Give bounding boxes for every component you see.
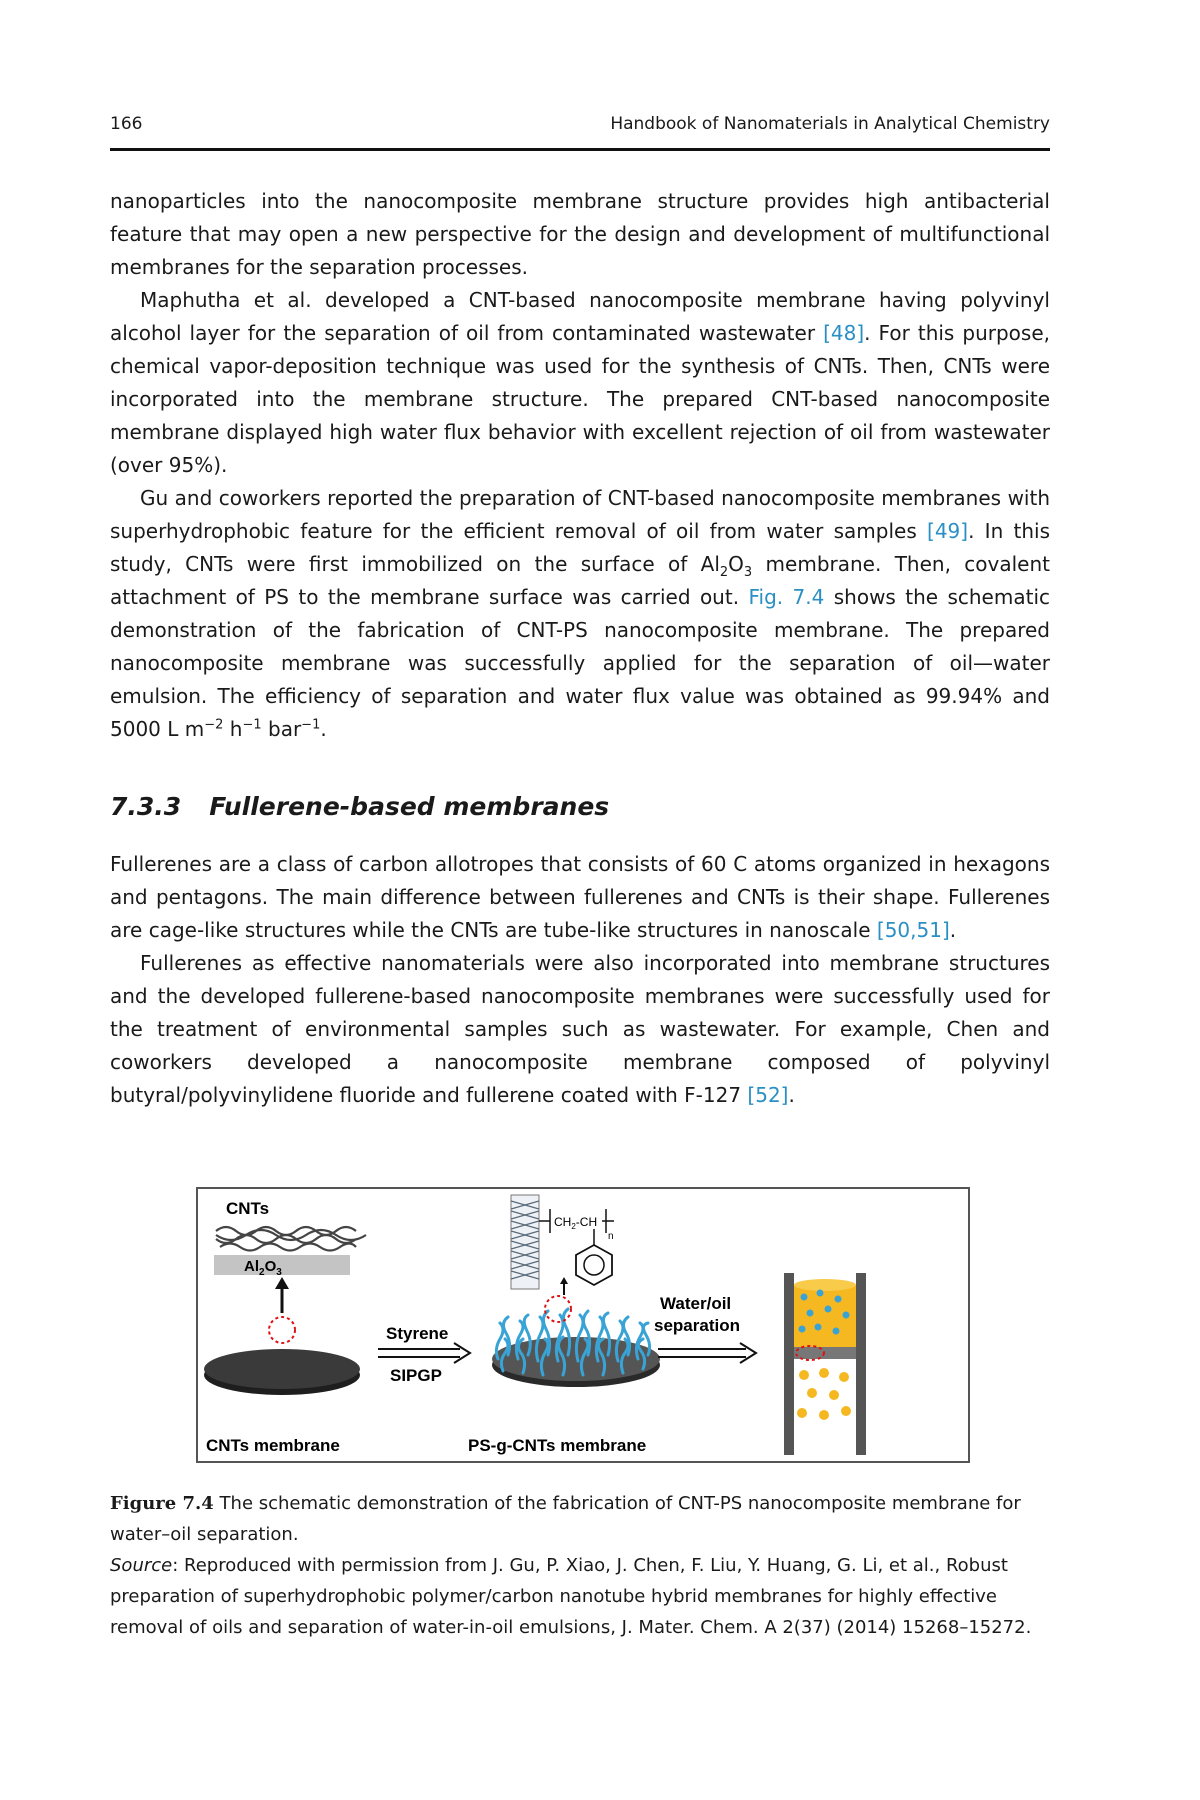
citation-link[interactable]: [52] <box>747 1083 789 1107</box>
arrow-head <box>560 1277 568 1284</box>
paragraph-maphutha <box>110 284 1050 482</box>
body-text-top <box>110 185 1050 746</box>
citation-link[interactable]: [48] <box>823 321 865 345</box>
caption-source <box>110 1550 1050 1643</box>
source-label: Source <box>110 1555 173 1576</box>
paragraph-gu <box>110 482 1050 746</box>
page-number: 166 <box>110 114 143 134</box>
cnts-membrane-label: CNTs membrane <box>206 1436 340 1455</box>
paragraph-text: shows the schematic demonstration of the fabrication of CNT-PS nanocomposite membrane. The prepared nanocomposite membrane was successfully applied for the separation of oil—water emulsion. The efficiency of separation and water flux value was obtained as 99.94% and 5000 L m <box>110 585 1050 741</box>
paragraph-text: O <box>728 552 744 576</box>
citation-link[interactable]: [49] <box>927 519 969 543</box>
cnt-strands <box>216 1227 366 1251</box>
paragraph-text: Gu and coworkers reported the preparation of CNT-based nanocomposite membranes with superhydrophobic feature for the efficient removal of oil from water samples <box>110 486 1050 543</box>
page-header <box>110 112 1050 151</box>
figure-link[interactable]: Fig. 7.4 <box>748 585 825 609</box>
caption-main <box>110 1488 1050 1550</box>
subscript: 2 <box>719 565 729 580</box>
section-number: 7.3.3 <box>110 792 182 821</box>
separation-label: separation <box>654 1316 740 1335</box>
paragraph-text: Fullerenes as effective nanomaterials were also incorporated into membrane structures and the developed fullerene-based nanocomposite membranes were successfully used for the treatment of environmental samples such as wastewater. For example, Chen and coworkers developed a nanocomposite membrane composed of polyvinyl butyral/polyvinylidene fluoride and fullerene coated with F-127 <box>110 951 1050 1107</box>
paragraph-text: Fullerenes are a class of carbon allotropes that consists of 60 C atoms organized in hexagons and pentagons. The main difference between fullerenes and CNTs is their shape. Fullerenes are cage-like structures while the CNTs are tube-like structures in nanoscale <box>110 852 1050 942</box>
separation-vessel <box>784 1273 866 1455</box>
section-heading <box>110 792 609 821</box>
paragraph-text: bar <box>261 717 302 741</box>
sipgp-label: SIPGP <box>390 1366 442 1385</box>
paragraph-fullerenes <box>110 848 1050 947</box>
superscript: −1 <box>242 717 262 733</box>
paragraph-text: . For this purpose, chemical vapor-deposition technique was used for the synthesis of CNTs. Then, CNTs were incorporated into the membrane structure. The prepared CNT-based nanocomposite membrane displayed high water flux behavior with excellent rejection of oil from wastewater (over 95%). <box>110 321 1051 477</box>
figure-label: Figure 7.4 <box>110 1493 214 1514</box>
paragraph-continued: nanoparticles into the nanocomposite membrane structure provides high antibacterial feature that may open a new perspective for the design and development of multifunctional membranes for the separation processes. <box>110 189 1050 279</box>
separation-arrow <box>658 1343 756 1363</box>
oil-droplets <box>797 1368 851 1420</box>
svg-text:n: n <box>608 1231 614 1242</box>
arrow-head <box>275 1277 289 1289</box>
paragraph-text: . <box>949 918 957 942</box>
svg-text:CH2-CH: $CH_2-CH$ <box>554 1215 598 1231</box>
paragraph-text: membrane. Then, covalent attachment of PS to the membrane surface was carried out. <box>110 552 1050 609</box>
figure-caption <box>110 1488 1050 1643</box>
alumina-label: $Al_2O_3$ <box>244 1258 282 1278</box>
superscript: −1 <box>301 717 321 733</box>
alumina-layer <box>214 1255 350 1275</box>
figure-schematic <box>198 1189 968 1461</box>
paragraph-text: h <box>223 717 243 741</box>
cnts-label: CNTs <box>226 1199 270 1218</box>
polystyrene-formula <box>539 1209 614 1285</box>
ps-membrane-label: PS-g-CNTs membrane <box>468 1436 647 1455</box>
water-oil-label: Water/oil <box>660 1294 732 1313</box>
paragraph-text: . <box>320 717 327 741</box>
cnt-tube <box>511 1195 539 1289</box>
caption-text: The schematic demonstration of the fabrication of CNT-PS nanocomposite membrane for water–oil separation. <box>110 1493 1021 1545</box>
highlight-circle <box>269 1317 295 1343</box>
citation-link[interactable]: [50,51] <box>876 918 950 942</box>
reaction-arrow <box>378 1343 470 1363</box>
figure-7-4 <box>196 1187 970 1463</box>
running-title: Handbook of Nanomaterials in Analytical Chemistry <box>610 114 1050 134</box>
subscript: 3 <box>743 565 753 580</box>
body-text-bottom <box>110 848 1050 1112</box>
paragraph-fullerenes-membranes <box>110 947 1050 1112</box>
source-text: : Reproduced with permission from J. Gu, P. Xiao, J. Chen, F. Liu, Y. Huang, G. Li, et al., Robust preparation of superhydrophobic polymer/carbon nanotube hybrid membranes for highly effective removal of oils and separation of water-in-oil emulsions, J. Mater. Chem. A 2(37) (2014) 15268–15272. <box>110 1555 1032 1638</box>
styrene-label: Styrene <box>386 1324 449 1343</box>
paragraph-text: Maphutha et al. developed a CNT-based nanocomposite membrane having polyvinyl alcohol layer for the separation of oil from contaminated wastewater <box>110 288 1050 345</box>
section-title: Fullerene-based membranes <box>209 792 610 821</box>
paragraph-text: . <box>788 1083 795 1107</box>
cnts-membrane-disc <box>204 1349 360 1389</box>
ps-g-cnts-membrane <box>492 1296 660 1387</box>
paragraph-text: . In this study, CNTs were first immobilized on the surface of Al <box>110 519 1050 576</box>
superscript: −2 <box>204 717 224 733</box>
